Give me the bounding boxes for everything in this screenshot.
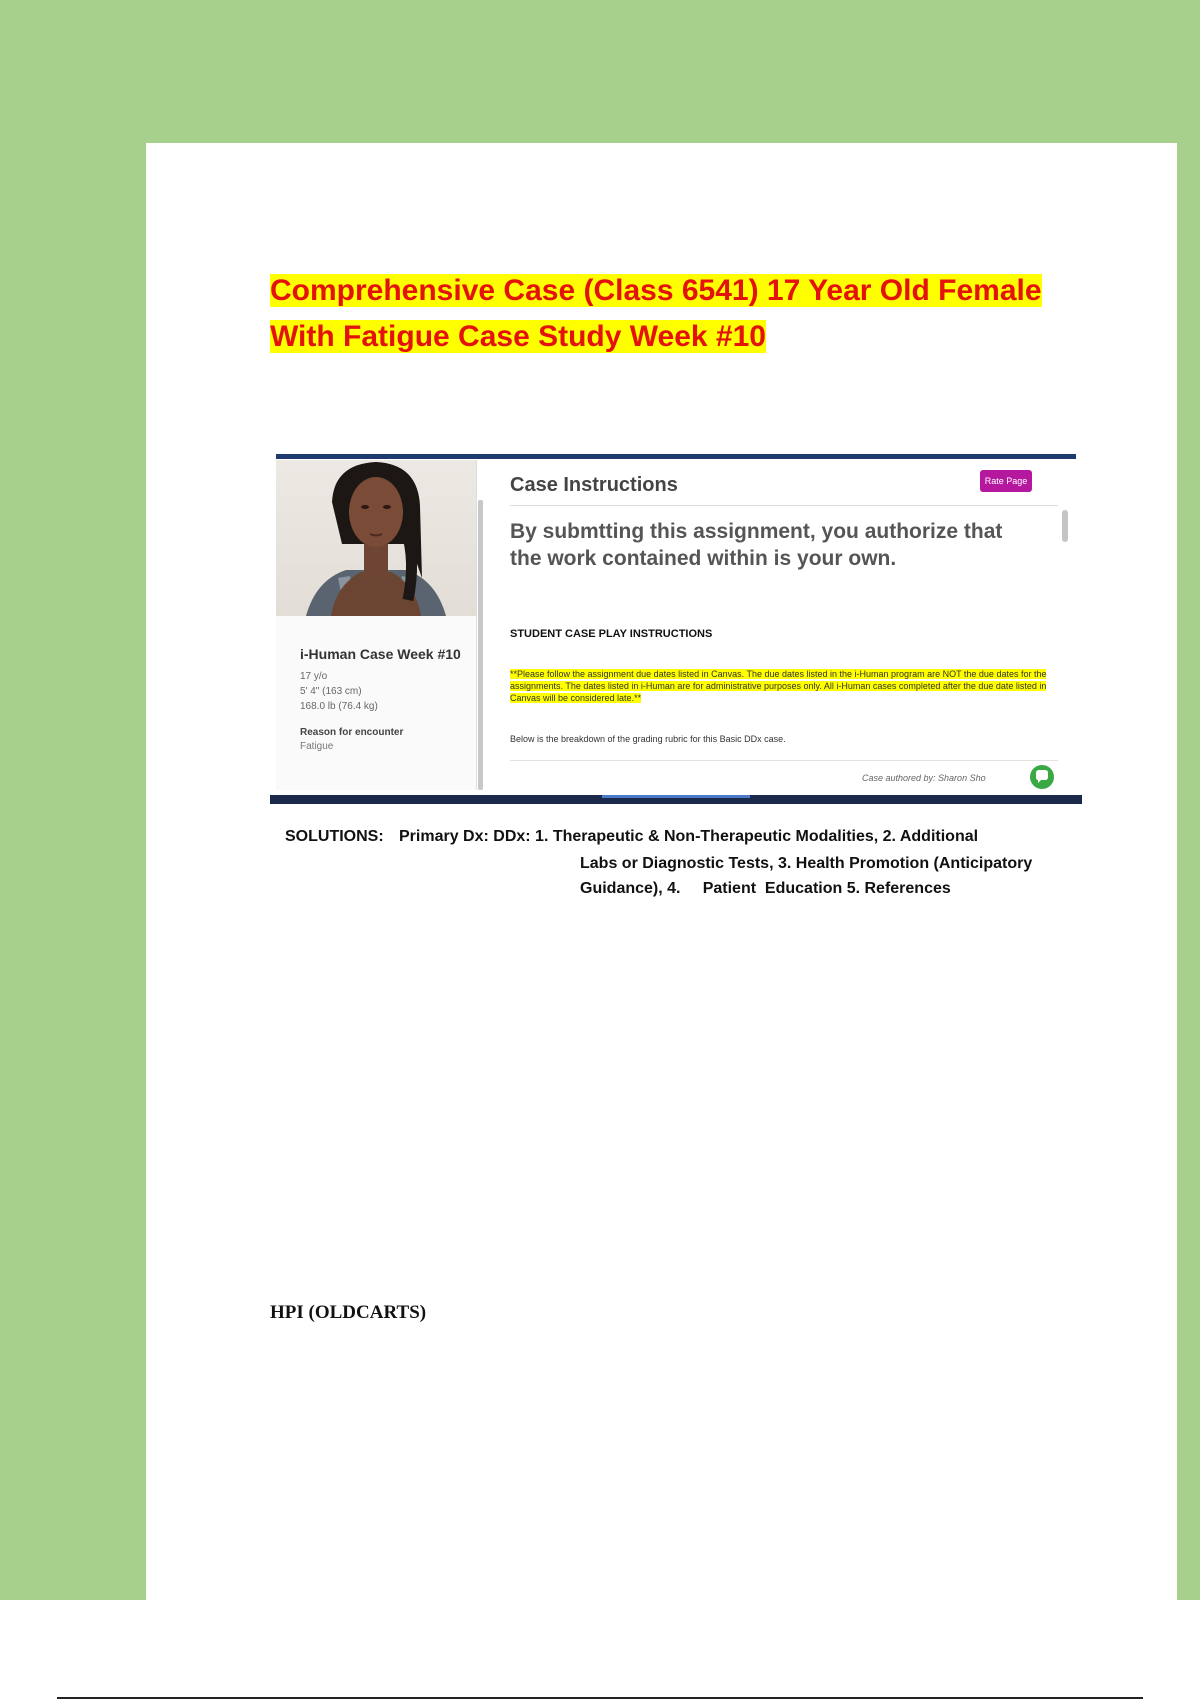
instructions-scrollbar[interactable] [1062,510,1068,542]
due-date-note [510,668,1050,704]
hpi-heading: HPI (OLDCARTS) [270,1302,427,1323]
solutions-line-2: Labs or Diagnostic Tests, 3. Health Promotion (Anticipatory [580,855,1033,872]
case-author: Case authored by: Sharon Sho [862,773,986,783]
screenshot-top-bar [276,454,1076,459]
case-instructions-heading: Case Instructions [510,474,678,496]
screenshot-bottom-bar [270,795,1082,804]
instructions-subheading: STUDENT CASE PLAY INSTRUCTIONS [510,628,713,640]
solutions-label: SOLUTIONS: [285,828,384,845]
solutions-line-1: Primary Dx: DDx: 1. Therapeutic & Non-Therapeutic Modalities, 2. Additional [399,828,979,845]
page-footer-area [0,1600,1200,1700]
case-instructions-screenshot [270,454,1082,804]
title-line-2: With Fatigue Case Study Week #10 [270,320,766,353]
patient-height: 5' 4" (163 cm) [300,686,362,697]
rubric-text: Below is the breakdown of the grading rubric for this Basic DDx case. [510,734,786,744]
patient-age: 17 y/o [300,671,328,682]
patient-name: i-Human Case Week #10 [300,646,461,662]
rate-page-button[interactable]: Rate Page [980,470,1032,492]
patient-weight: 168.0 lb (76.4 kg) [300,701,378,712]
patient-panel [276,460,477,790]
footer-divider [510,760,1058,761]
solutions-line-3: Guidance), 4. Patient Education 5. References [580,880,951,897]
due-date-note-text: **Please follow the assignment due dates listed in Canvas. The due dates listed in the i-Human program are NOT the due dates for the assignments. The dates listed in i-Human are for administrative purposes only. All i-Human cases completed after the due date listed in Canvas will be considered late.** [510,669,1047,703]
document-title [270,268,1070,360]
active-tab-indicator [602,795,750,798]
patient-avatar [276,460,476,616]
reason-label: Reason for encounter [300,727,404,738]
heading-divider [510,505,1058,506]
title-line-1: Comprehensive Case (Class 6541) 17 Year Old Female [270,274,1042,307]
instructions-panel [482,460,1078,790]
chat-bubble-icon[interactable] [1030,765,1054,789]
authorize-statement: By submtting this assignment, you authorize that the work contained within is your own. [510,520,1003,570]
reason-value: Fatigue [300,741,334,752]
footer-rule [57,1697,1143,1699]
patient-info [300,646,470,754]
